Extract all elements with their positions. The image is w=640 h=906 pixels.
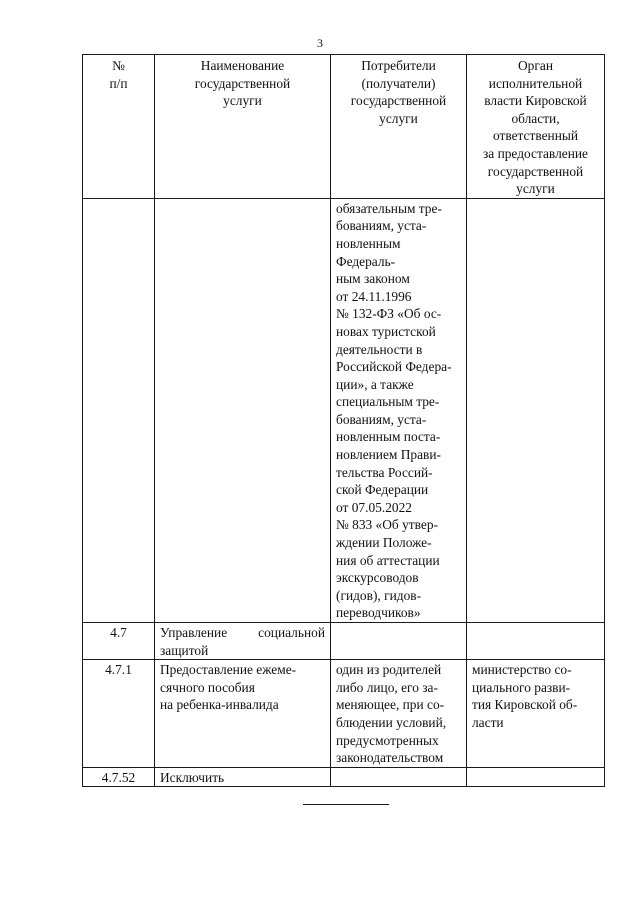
cell-consumers: обязательным тре- бованиям, уста- новленным Федераль- ным законом от 24.11.1996 № 132-ФЗ «Об ос- новах туристской деятельности в Российской Федера- ции», а также специальным тре- бованиям, уста- новленным поста- новлением Прави- тельства Россий- ской Федерации от 07.05.2022 № 833 «Об утвер- ждении Положе- ния об аттестации экскурсоводов (гидов), гидов- переводчиков» xyxy=(331,198,467,622)
cell-consumers xyxy=(331,767,467,787)
table-header-row xyxy=(83,55,605,199)
cell-responsible-organ xyxy=(467,623,605,660)
header-number: № п/п xyxy=(83,55,155,199)
cell-service-name: Предоставление ежеме- сячного пособия на ребенка-инвалида xyxy=(155,660,331,768)
cell-consumers: один из родителей либо лицо, его за- меняющее, при со- блюдении условий, предусмотренных законодательством xyxy=(331,660,467,768)
table-row xyxy=(83,767,605,787)
table-row-continuation xyxy=(83,198,605,622)
header-consumers: Потребители (получатели) государственной услуги xyxy=(331,55,467,199)
cell-service-name xyxy=(155,198,331,622)
page-number: 3 xyxy=(317,36,323,50)
table-row xyxy=(83,623,605,660)
cell-number xyxy=(83,198,155,622)
services-table xyxy=(82,54,605,787)
cell-number: 4.7.1 xyxy=(83,660,155,768)
cell-number: 4.7 xyxy=(83,623,155,660)
table-row xyxy=(83,660,605,768)
cell-responsible-organ: министерство со- циального разви- тия Кировской об- ласти xyxy=(467,660,605,768)
cell-responsible-organ xyxy=(467,198,605,622)
header-responsible-organ: Орган исполнительной власти Кировской области, ответственный за предоставление государственной услуги xyxy=(467,55,605,199)
cell-service-name: Исключить xyxy=(155,767,331,787)
header-service-name: Наименование государственной услуги xyxy=(155,55,331,199)
cell-consumers xyxy=(331,623,467,660)
cell-responsible-organ xyxy=(467,767,605,787)
cell-service-name: Управление социальной защитой xyxy=(155,623,331,660)
cell-number: 4.7.52 xyxy=(83,767,155,787)
closing-rule-divider xyxy=(303,804,389,805)
